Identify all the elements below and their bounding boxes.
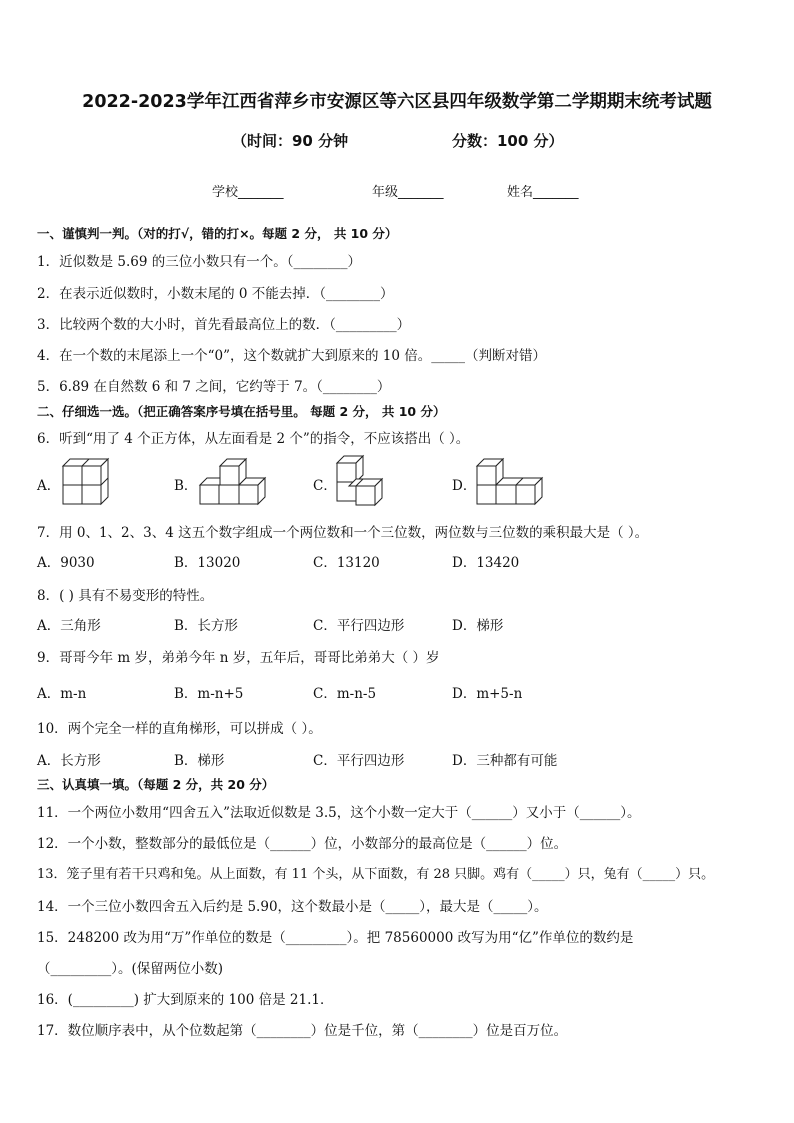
question-10: 10．两个完全一样的直角梯形，可以拼成（ ）。 xyxy=(37,721,322,737)
exam-time: （时间：90 分钟 xyxy=(232,132,349,150)
q8-option-c[interactable]: C．平行四边形 xyxy=(313,618,405,634)
q6-figure-c xyxy=(334,456,384,512)
question-13: 13．笼子里有若干只鸡和兔。从上面数，有 11 个头，从下面数，有 28 只脚。鸡有（_____）只，兔有（_____）只。 xyxy=(37,867,715,882)
question-6: 6．听到“用了 4 个正方体，从左面看是 2 个”的指令，不应该搭出（ ）。 xyxy=(37,431,470,447)
grade-field[interactable]: 年级_______ xyxy=(372,185,444,200)
q10-option-a[interactable]: A．长方形 xyxy=(37,753,101,769)
section2-heading: 二、仔细选一选。（把正确答案序号填在括号里。 每题 2 分， 共 10 分） xyxy=(37,404,446,419)
q7-option-c[interactable]: C．13120 xyxy=(313,555,380,571)
q7-option-d[interactable]: D．13420 xyxy=(452,555,520,571)
q10-option-d[interactable]: D．三种都有可能 xyxy=(452,753,558,769)
q9-option-b[interactable]: B．m-n+5 xyxy=(174,686,244,702)
question-7: 7．用 0、1、2、3、4 这五个数字组成一个两位数和一个三位数，两位数与三位数的乘积最大是（ ）。 xyxy=(37,525,649,541)
question-9: 9．哥哥今年 m 岁，弟弟今年 n 岁，五年后，哥哥比弟弟大（ ）岁 xyxy=(37,650,440,666)
q6-option-b-label: B． xyxy=(174,478,198,494)
question-14: 14．一个三位小数四舍五入后约是 5.90，这个数最小是（_____），最大是（_____）。 xyxy=(37,899,548,915)
q8-option-a[interactable]: A．三角形 xyxy=(37,618,101,634)
question-17: 17．数位顺序表中，从个位数起第（________）位是千位，第（________）位是百万位。 xyxy=(37,1023,568,1039)
q9-option-d[interactable]: D．m+5-n xyxy=(452,686,523,702)
q9-option-a[interactable]: A．m-n xyxy=(37,686,87,702)
question-1: 1．近似数是 5.69 的三位小数只有一个。（________） xyxy=(37,254,361,270)
q9-option-c[interactable]: C．m-n-5 xyxy=(313,686,377,702)
exam-score: 分数：100 分） xyxy=(452,132,564,150)
q6-figure-d xyxy=(475,456,545,510)
question-8: 8．( ) 具有不易变形的特性。 xyxy=(37,588,214,604)
page-title: 2022-2023学年江西省萍乡市安源区等六区县四年级数学第二学期期末统考试题 xyxy=(82,92,712,112)
q8-option-d[interactable]: D．梯形 xyxy=(452,618,504,634)
section1-heading: 一、谨慎判一判。（对的打√，错的打×。每题 2 分， 共 10 分） xyxy=(37,226,398,241)
q7-option-b[interactable]: B．13020 xyxy=(174,555,241,571)
q6-option-d-label: D． xyxy=(452,478,477,494)
q10-option-b[interactable]: B．梯形 xyxy=(174,753,225,769)
question-2: 2．在表示近似数时，小数末尾的 0 不能去掉．（________） xyxy=(37,286,394,302)
q7-option-a[interactable]: A．9030 xyxy=(37,555,95,571)
q8-option-b[interactable]: B．长方形 xyxy=(174,618,238,634)
question-11: 11．一个两位小数用“四舍五入”法取近似数是 3.5，这个小数一定大于（______）又小于（______）。 xyxy=(37,805,641,821)
question-4: 4．在一个数的末尾添上一个“0”，这个数就扩大到原来的 10 倍。_____（判断对错） xyxy=(37,348,546,364)
q6-option-a-label: A． xyxy=(37,478,61,494)
question-15-line1: 15．248200 改为用“万”作单位的数是（_________）。把 78560000 改写为用“亿”作单位的数约是 xyxy=(37,930,634,946)
question-5: 5．6.89 在自然数 6 和 7 之间，它约等于 7。（________） xyxy=(37,379,391,395)
q10-option-c[interactable]: C．平行四边形 xyxy=(313,753,405,769)
q6-option-c-label: C． xyxy=(313,478,337,494)
name-field[interactable]: 姓名_______ xyxy=(507,185,579,200)
school-field[interactable]: 学校_______ xyxy=(212,185,284,200)
q6-figure-a xyxy=(60,456,110,510)
section3-heading: 三、认真填一填。（每题 2 分，共 20 分） xyxy=(37,777,275,792)
question-16: 16．(_________) 扩大到原来的 100 倍是 21.1． xyxy=(37,992,334,1008)
question-3: 3．比较两个数的大小时，首先看最高位上的数．（_________） xyxy=(37,317,411,333)
q6-figure-b xyxy=(198,456,268,510)
question-15-line2: （_________）。(保留两位小数) xyxy=(37,961,224,977)
question-12: 12．一个小数，整数部分的最低位是（______）位，小数部分的最高位是（______）位。 xyxy=(37,836,568,852)
